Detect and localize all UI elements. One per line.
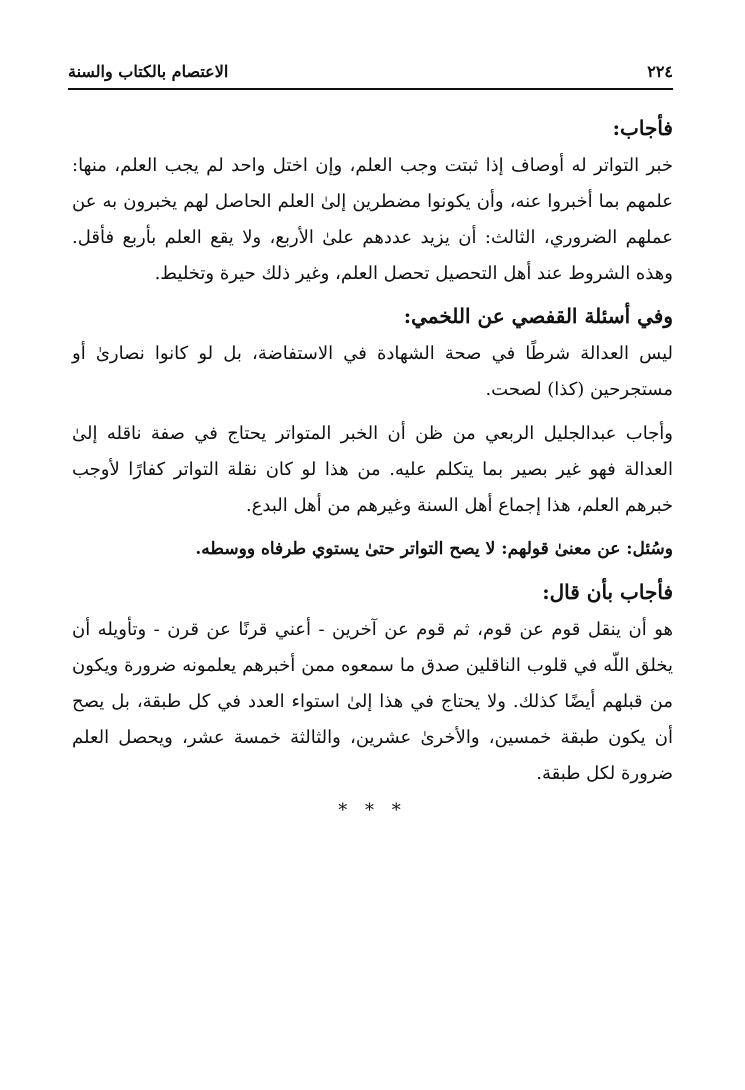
rabi-paragraph: وأجاب عبدالجليل الربعي من ظن أن الخبر المتواتر يحتاج في صفة ناقله إلىٰ العدالة فهو غير بصير بما يتكلم عليه. من هذا لو كان نقلة التواتر كفارًا لأوجب خبرهم العلم، هذا إجماع أهل السنة وغيرهم من أهل البدع. (72, 423, 673, 516)
answer-paragraph: خبر التواتر له أوصاف إذا ثبتت وجب العلم، وإن اختل واحد لم يجب العلم، منها: علمهم بما أخبروا عنه، وأن يكونوا مضطرين إلىٰ العلم الحاصل لهم يخبرون به عن عملهم الضروري، الثالث: أن يزيد عددهم علىٰ الأربع، ولا يقع العلم بأربع فأقل. وهذه الشروط عند أهل التحصيل تحصل العلم، وغير ذلك حيرة وتخليط. (72, 155, 673, 284)
answer-paragraph-2: هو أن ينقل قوم عن قوم، ثم قوم عن آخرين - أعني قرنًا عن قرن - وتأويله أن يخلق اللّه في قلوب الناقلين صدق ما سمعوه ممن أخبرهم يعلمونه ضرورة ويكون من قبلهم أيضًا كذلك. ولا يحتاج في هذا إلىٰ استواء العدد في كل طبقة، بل يصح أن يكون طبقة خمسين، والأخرىٰ عشرين، والثالثة خمسة عشر، ويحصل العلم ضرورة لكل طبقة. (72, 619, 673, 784)
answer-heading: فأجاب: (612, 116, 673, 140)
section-heading: وفي أسئلة القفصي عن اللخمي: (403, 304, 673, 328)
page-number: ٢٢٤ (647, 62, 673, 81)
running-title: الاعتصام بالكتاب والسنة (68, 62, 229, 81)
section-separator: * * * (338, 800, 407, 821)
questions-paragraph: ليس العدالة شرطًا في صحة الشهادة في الاستفاضة، بل لو كانوا نصارىٰ أو مستجرحين (كذا) لصحت. (72, 343, 673, 400)
answer-heading-2: فأجاب بأن قال: (542, 580, 673, 604)
question-paragraph: وسُئل: عن معنىٰ قولهم: لا يصح التواتر حتىٰ يستوي طرفاه ووسطه. (195, 539, 673, 559)
page-header (68, 58, 673, 90)
page-body (72, 112, 673, 821)
